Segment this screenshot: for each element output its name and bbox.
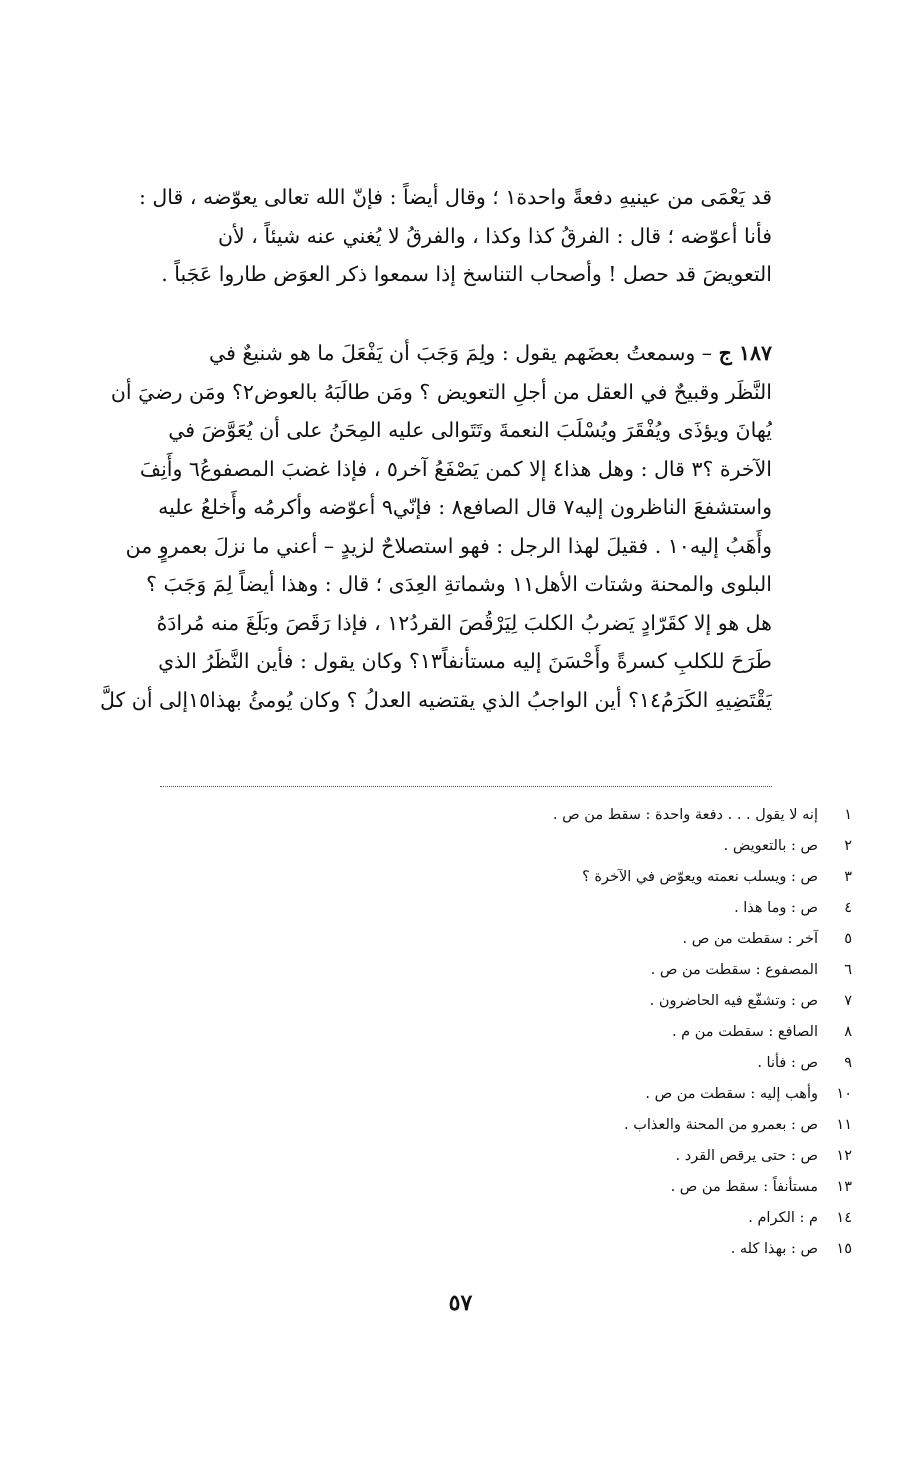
- footnote-text: آخر : سقطت من ص .: [682, 931, 818, 947]
- footnote-text: ص : بهذا كله .: [730, 1241, 818, 1257]
- text-line: يَقْتَضِيهِ الكَرَمُ١٤؟ أين الواجبُ الذي يقتضيه العدلُ ؟ وكان يُومئُ بهذا١٥إلى أن كلَّ: [99, 687, 772, 712]
- footnote-number: ٨: [844, 1024, 852, 1040]
- footnote-text: ص : وما هذا .: [734, 900, 818, 916]
- footnotes: [553, 800, 852, 1265]
- footnote-number: ١٠: [836, 1086, 852, 1102]
- paragraph-1: [138, 178, 772, 294]
- footnote-number: ٣: [844, 869, 852, 885]
- text-line: قد يَعْمَى من عينيهِ دفعةً واحدة١ ؛ وقال أيضاً : فإنّ الله تعالى يعوّضه ، قال :: [138, 185, 772, 209]
- footnote: [553, 893, 852, 924]
- text-line: [160, 334, 772, 373]
- text-line-content: – وسمعتُ بعضَهم يقول : ولِمَ وَجَبَ أن يَفْعَلَ ما هو شنيعٌ في: [209, 341, 719, 365]
- footnote: [553, 1141, 852, 1172]
- text-line: وأَهَبُ إليه١٠ . فقيلَ لهذا الرجل : فهو استصلاحٌ لزيدٍ – أعني ما نزلَ بعمروٍ من: [125, 533, 772, 558]
- text-line: هل هو إلا كقَرّادٍ يَضربُ الكلبَ لِيَرْقُصَ القردُ١٢ ، فإذا رَقَصَ وبَلَغَ منه مُرادَهُ: [156, 610, 772, 635]
- footnote: [553, 1203, 852, 1234]
- footnote: [553, 1017, 852, 1048]
- footnote: [553, 862, 852, 893]
- footnote-number: ٢: [844, 838, 852, 854]
- footnote-text: الصافع : سقطت من م .: [671, 1024, 818, 1040]
- text-line: الآخرة ؟٣ قال : وهل هذا٤ إلا كمن يَصْفَعُ آخر٥ ، فإذا غضبَ المصفوعُ٦ وأَنِفَ: [139, 456, 772, 481]
- footnote-number: ٦: [844, 962, 852, 978]
- footnote-text: ص : وتشفّع فيه الحاضرون .: [649, 993, 818, 1009]
- footnote-text: ص : ويسلب نعمته ويعوّض في الآخرة ؟: [582, 869, 818, 885]
- text-line: واستشفعَ الناظرون إليه٧ قال الصافع٨ : فإنّي٩ أعوّضه وأكرمُه وأَخلعُ عليه: [158, 495, 772, 519]
- footnote: [553, 1110, 852, 1141]
- footnote-number: ١٣: [836, 1179, 852, 1195]
- paragraph-2: [99, 334, 772, 719]
- text-line: التعويضَ قد حصل ! وأصحاب التناسخ إذا سمعوا ذكر العوَض طاروا عَجَباً .: [161, 262, 772, 286]
- footnote-text: المصفوع : سقطت من ص .: [650, 962, 818, 978]
- footnote: [553, 1048, 852, 1079]
- footnote-text: مستأنفاً : سقط من ص .: [670, 1179, 818, 1195]
- footnote-text: ص : فأنا .: [757, 1055, 818, 1071]
- footnote-text: ص : حتى يرقص القرد .: [675, 1148, 818, 1164]
- footnote: [553, 955, 852, 986]
- footnote: [553, 1079, 852, 1110]
- page-number: ٥٧: [448, 1290, 473, 1316]
- footnote-number: ٥: [844, 931, 852, 947]
- footnote-number: ٧: [844, 993, 852, 1009]
- footnote-number: ١١: [836, 1117, 852, 1133]
- footnote: [553, 1234, 852, 1265]
- footnote: [553, 924, 852, 955]
- footnote-text: إنه لا يقول . . . دفعة واحدة : سقط من ص .: [552, 807, 818, 823]
- footnote: [553, 1172, 852, 1203]
- footnote-text: م : الكرام .: [748, 1210, 818, 1226]
- footnote-number: ٤: [844, 900, 852, 916]
- footnote-number: ١٤: [836, 1210, 852, 1226]
- footnote: [553, 831, 852, 862]
- footnote-number: ١: [844, 807, 852, 823]
- text-line: البلوى والمحنة وشتات الأهل١١ وشماتةِ العِدَى ؛ قال : وهذا أيضاً لِمَ وَجَبَ ؟: [146, 572, 772, 596]
- footnote: [553, 800, 852, 831]
- footnote-number: ٩: [844, 1055, 852, 1071]
- footnote-number: ١٢: [836, 1148, 852, 1164]
- paragraph-number: ١٨٧ ج: [718, 341, 772, 365]
- footnote-number: ١٥: [836, 1241, 852, 1257]
- footnote-text: ص : بالتعويض .: [723, 838, 818, 854]
- text-line: طَرَحَ للكلبِ كسرةً وأَحْسَنَ إليه مستأنفاً١٣؟ وكان يقول : فأين النَّظَرُ الذي: [158, 649, 772, 673]
- footnote-divider: [160, 786, 772, 787]
- text-line: النَّظَر وقبيحٌ في العقل من أجلِ التعويض ؟ ومَن طالَبَهُ بالعوض٢؟ ومَن رضيَ أن: [110, 379, 772, 404]
- text-line: يُهانَ ويؤذَى ويُفْقَرَ ويُسْلَبَ النعمةَ وتَتَوالى عليه المِحَنُ على أن يُعَوَّضَ في: [168, 418, 772, 442]
- text-line: فأنا أعوّضه ؛ قال : الفرقُ كذا وكذا ، والفرقُ لا يُغني عنه شيئاً ، لأن: [217, 223, 772, 248]
- footnote: [553, 986, 852, 1017]
- footnote-text: وأهب إليه : سقطت من ص .: [645, 1086, 818, 1102]
- footnote-text: ص : بعمرو من المحنة والعذاب .: [624, 1117, 818, 1133]
